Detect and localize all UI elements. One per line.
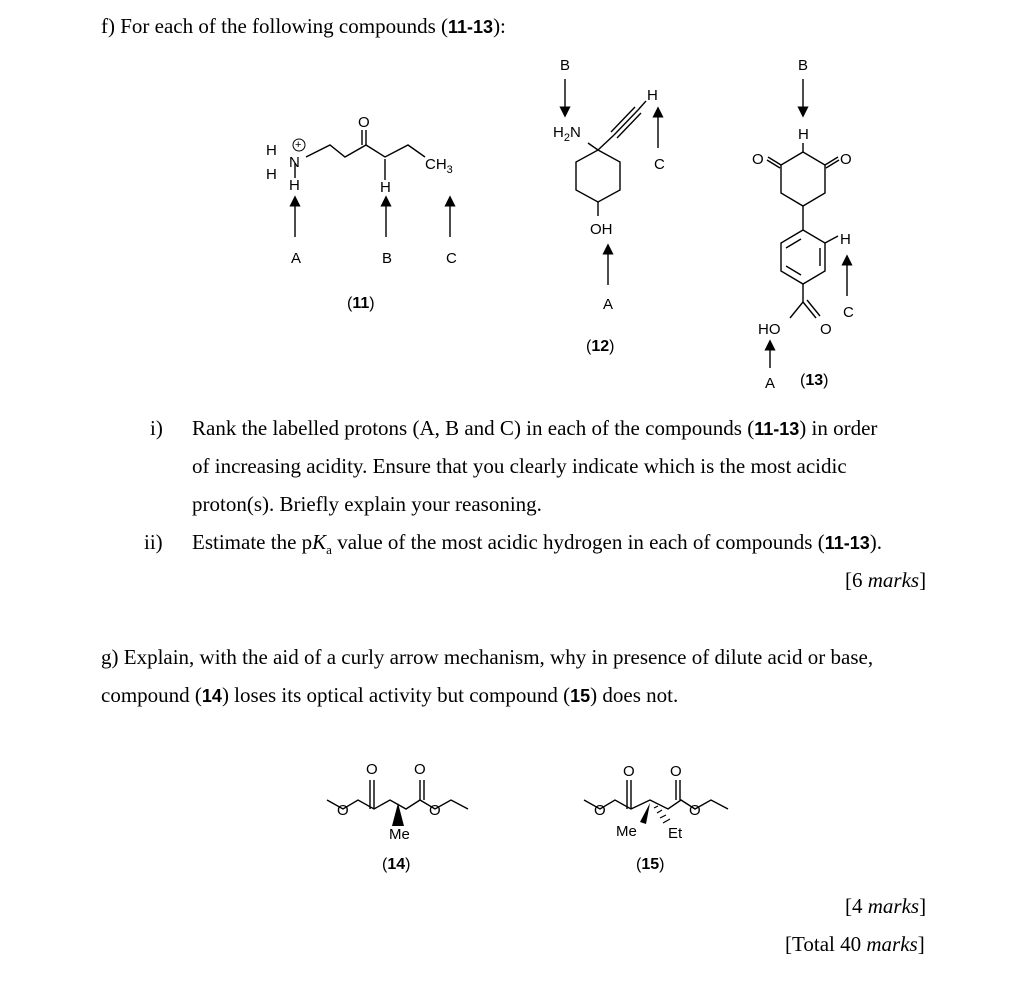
c15-label-open: ( <box>636 856 642 873</box>
c14-label-close: ) <box>405 856 411 873</box>
part-ii-ka-k: K <box>312 530 327 554</box>
part-f-suffix: ): <box>493 14 506 38</box>
c11-arrow-label-a: A <box>291 250 302 267</box>
c11-label-open: ( <box>347 295 353 312</box>
part-i-ref: 11-13 <box>754 419 800 439</box>
c11-label-close: ) <box>369 295 375 312</box>
part-i-numeral: i) <box>150 416 163 440</box>
c13-arrow-label-c: C <box>843 304 854 321</box>
c14-o4: O <box>429 802 441 819</box>
part-f-prefix: f) For each of the following compounds ( <box>101 14 449 38</box>
c11-ch3-sub: 3 <box>446 164 453 176</box>
c13-o-right: O <box>840 151 852 168</box>
c13-label-number: 13 <box>805 372 824 389</box>
c11-arrow-label-b: B <box>382 250 393 267</box>
marks-g <box>845 893 926 919</box>
c11-arrow-label-c: C <box>446 250 457 267</box>
total-open: [Total 40 <box>785 932 867 956</box>
c13-arrow-label-a: A <box>765 375 776 392</box>
marks-f-close: ] <box>919 568 927 592</box>
c13-ho: HO <box>758 321 781 338</box>
c15-et: Et <box>668 825 683 842</box>
compound-15-wedge <box>640 803 650 824</box>
c11-ch3-text: CH <box>425 156 447 173</box>
c11-h3: H <box>289 177 300 194</box>
c12-arrow-label-c: C <box>654 156 665 173</box>
c13-label-open: ( <box>800 372 806 389</box>
c11-label <box>347 295 375 313</box>
c15-o3: O <box>594 802 606 819</box>
marks-f-open: [6 <box>845 568 868 592</box>
marks-f <box>845 567 926 593</box>
c11-charge: + <box>295 139 302 151</box>
c15-label-close: ) <box>659 856 665 873</box>
compound-13-bonds <box>767 143 839 318</box>
c14-label-number: 14 <box>387 856 406 873</box>
compound-12-bonds <box>576 101 646 216</box>
c11-label-number: 11 <box>352 295 370 312</box>
c11-n: N <box>289 154 300 171</box>
marks-g-word: marks <box>867 894 920 918</box>
c14-label <box>382 856 410 874</box>
part-g-line2 <box>101 682 678 709</box>
part-g-ref14: 14 <box>201 686 222 706</box>
c12-h2n <box>553 125 581 146</box>
part-g-line2-a: compound ( <box>101 683 202 707</box>
c13-h-ring: H <box>840 231 851 248</box>
c12-label-close: ) <box>609 338 615 355</box>
compound-11-bonds <box>295 130 425 180</box>
c13-label-close: ) <box>823 372 829 389</box>
part-i-line1-b: ) in order <box>799 416 878 440</box>
c12-h2n-sub: 2 <box>563 132 570 144</box>
c13-o-left: O <box>752 151 764 168</box>
part-i-line1 <box>192 415 877 442</box>
total-word: marks <box>866 932 918 956</box>
c11-o: O <box>358 114 370 131</box>
c15-o1: O <box>623 763 635 780</box>
part-i-line3: proton(s). Briefly explain your reasoning. <box>192 492 542 516</box>
part-g-line2-c: ) does not. <box>590 683 679 707</box>
part-ii-text-b: value of the most acidic hydrogen in each of compounds ( <box>331 530 825 554</box>
c13-arrow-label-b: B <box>798 57 809 74</box>
c12-label-number: 12 <box>591 338 610 355</box>
c15-label-number: 15 <box>641 856 660 873</box>
part-g-ref15: 15 <box>570 686 591 706</box>
part-ii-text <box>192 529 882 563</box>
part-f-ref: 11-13 <box>448 17 494 37</box>
c11-ch3 <box>425 157 453 178</box>
c11-h1: H <box>266 142 277 159</box>
c12-arrow-label-b: B <box>560 57 571 74</box>
c11-h2: H <box>266 166 277 183</box>
c14-label-open: ( <box>382 856 388 873</box>
marks-f-word: marks <box>867 568 920 592</box>
c14-o2: O <box>414 761 426 778</box>
part-i-line1-a: Rank the labelled protons (A, B and C) in each of the compounds ( <box>192 416 755 440</box>
c14-o1: O <box>366 761 378 778</box>
c15-o2: O <box>670 763 682 780</box>
part-ii-text-a: Estimate the p <box>192 530 313 554</box>
c15-me: Me <box>616 823 637 840</box>
part-ii-ref: 11-13 <box>824 533 870 553</box>
c14-o3: O <box>337 802 349 819</box>
c12-h-alkyne: H <box>647 87 658 104</box>
part-ii-ka-a: a <box>326 542 332 558</box>
part-ii-text-c: ). <box>869 530 883 554</box>
c11-hb: H <box>380 179 391 196</box>
marks-g-open: [4 <box>845 894 868 918</box>
c13-h-top: H <box>798 126 809 143</box>
c12-label-open: ( <box>586 338 592 355</box>
c12-arrow-label-a: A <box>603 296 614 313</box>
c15-o4: O <box>689 802 701 819</box>
part-g-line2-b: ) loses its optical activity but compound ( <box>221 683 571 707</box>
c15-label <box>636 856 664 874</box>
c12-h2n-h: H <box>553 124 564 141</box>
part-ii-numeral: ii) <box>144 530 163 554</box>
total-close: ] <box>917 932 925 956</box>
c13-label <box>800 372 828 390</box>
c12-h2n-n: N <box>569 124 581 141</box>
c13-o-acid: O <box>820 321 832 338</box>
c14-me: Me <box>389 826 410 843</box>
part-g-line1: g) Explain, with the aid of a curly arrow mechanism, why in presence of dilute acid or base, <box>101 645 874 669</box>
marks-g-close: ] <box>919 894 927 918</box>
c12-label <box>586 338 614 356</box>
total-marks <box>785 931 925 957</box>
c12-oh: OH <box>590 221 613 238</box>
part-i-line2: of increasing acidity. Ensure that you clearly indicate which is the most acidic <box>192 454 847 478</box>
